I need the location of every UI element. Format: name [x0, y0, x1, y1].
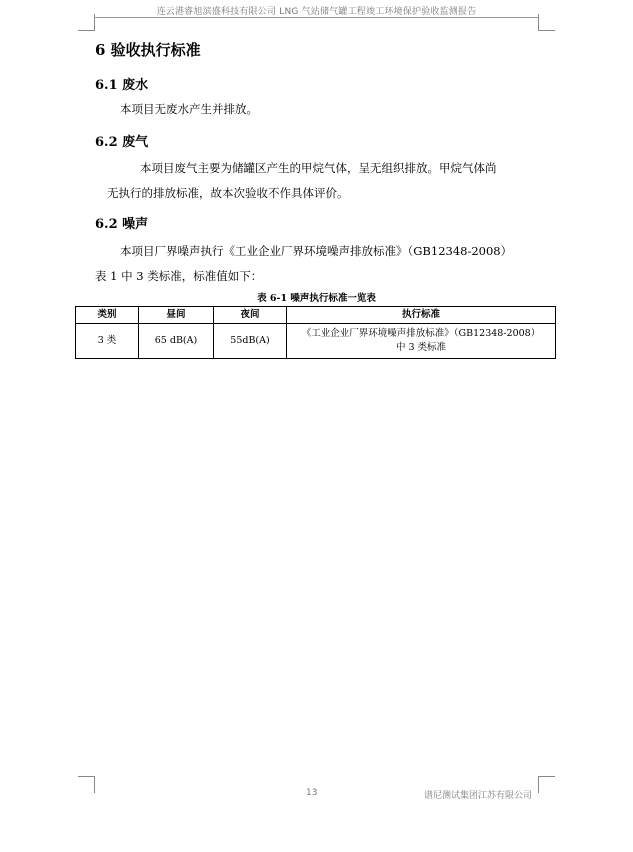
noise-heading: 6.2 噪声	[95, 217, 149, 232]
exhaust-heading: 6.2 废气	[95, 135, 149, 150]
wastewater-text: 本项目无废水产生并排放。	[120, 102, 258, 116]
column-header-night: 夜间	[214, 307, 287, 324]
exhaust-text-line2: 无执行的排放标准，故本次验收不作具体评价。	[107, 186, 349, 200]
table-header-row	[76, 307, 556, 324]
header-divider	[94, 17, 538, 18]
table-row	[76, 324, 556, 359]
cell-standard-line2: 中 3 类标准	[395, 342, 447, 353]
column-header-day: 昼间	[139, 307, 214, 324]
noise-text-line2: 表 1 中 3 类标准，标准值如下：	[95, 269, 263, 283]
column-header-category: 类别	[76, 307, 139, 324]
exhaust-text-line1: 本项目废气主要为储罐区产生的甲烷气体，呈无组织排放。甲烷气体尚	[140, 161, 497, 175]
table-caption: 表 6-1 噪声执行标准一览表	[257, 293, 376, 304]
column-header-standard: 执行标准	[287, 307, 556, 324]
cell-category: 3 类	[76, 324, 139, 359]
page-number: 13	[306, 788, 318, 798]
cell-day: 65 dB(A)	[139, 324, 214, 359]
noise-standard-table	[75, 306, 556, 359]
cell-standard-line1: 《工业企业厂界环境噪声排放标准》（GB12348-2008）	[301, 328, 541, 339]
wastewater-heading: 6.1 废水	[95, 78, 149, 93]
crop-mark-bottom-right	[538, 776, 555, 793]
crop-mark-bottom-left	[78, 776, 95, 793]
cell-night: 55dB(A)	[214, 324, 287, 359]
cell-standard	[287, 324, 556, 359]
section-heading: 6 验收执行标准	[95, 41, 201, 59]
noise-text-line1: 本项目厂界噪声执行《工业企业厂界环境噪声排放标准》（GB12348-2008）	[120, 244, 513, 258]
footer-company: 谱尼测试集团江苏有限公司	[424, 791, 533, 801]
page-header: 连云港睿旭滨盛科技有限公司 LNG 气站储气罐工程竣工环境保护验收监测报告	[156, 7, 477, 17]
